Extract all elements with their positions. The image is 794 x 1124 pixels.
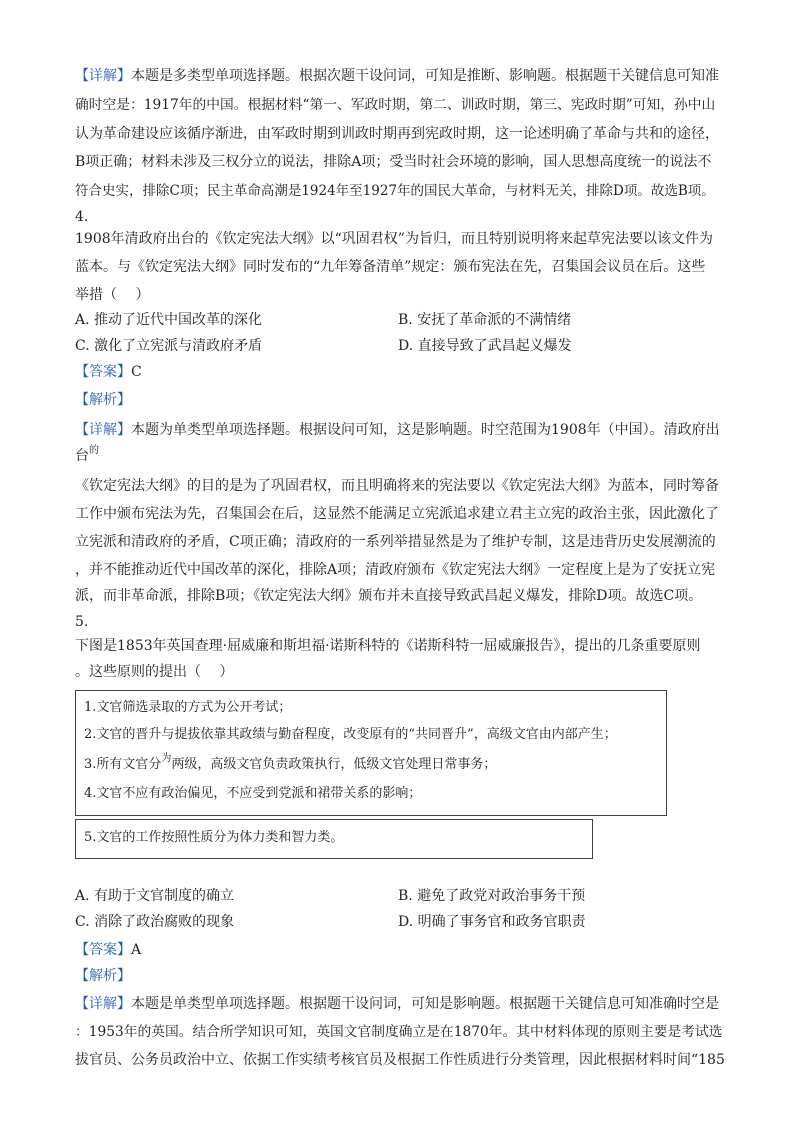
q5-answer: 【答案】A	[75, 942, 142, 958]
q4-explain-label: 【解析】	[75, 392, 131, 408]
q5-option-b: B. 避免了政党对政治事务干预	[398, 888, 586, 904]
q3-detail-line-2: 确时空是：1917年的中国。根据材料“第一、军政时期，第二、训政时期，第三、宪政时期”可知，孙中山	[75, 97, 716, 113]
q5-detail-line-1: 【详解】本题是单类型单项选择题。根据题干设问词，可知是影响题。根据题干关键信息可知准确时空是	[75, 996, 719, 1012]
q4-detail-line-1: 【详解】本题为单类型单项选择题。根据设问可知，这是影响题。时空范围为1908年（中国）。清政府出	[75, 422, 720, 438]
q4-option-a: A. 推动了近代中国改革的深化	[75, 312, 263, 328]
q4-number: 4.	[75, 209, 89, 225]
q4-option-c: C. 激化了立宪派与清政府矛盾	[75, 338, 263, 354]
q4-detail-line-7: 派，而非革命派，排除B项；《钦定宪法大纲》颁布并未直接导致武昌起义爆发，排除D项。故选C项。	[75, 588, 703, 604]
q5-explain-label: 【解析】	[75, 968, 131, 984]
q4-detail-line-5: 立宪派和清政府的矛盾，C项正确；清政府的一系列举措显然是为了维护专制，这是违背历史发展潮流的	[75, 534, 716, 550]
q5-option-d: D. 明确了事务官和政务官职责	[398, 914, 586, 930]
principle-4: 4.文官不应有政治偏见，不应受到党派和裙带关系的影响；	[84, 786, 422, 801]
q3-detail-line-4: B项正确；材料未涉及三权分立的说法，排除A项；受当时社会环境的影响，国人思想高度统一的说法不	[75, 154, 712, 170]
q3-detail-line-3: 认为革命建设应该循序渐进，由军政时期到训政时期再到宪政时期，这一论述明确了革命与共和的途径，	[75, 126, 719, 142]
principle-5: 5.文官的工作按照性质分为体力类和智力类。	[84, 830, 344, 845]
principles-box	[75, 690, 667, 816]
q4-option-d: D. 直接导致了武昌起义爆发	[398, 338, 572, 354]
q4-stem-line-1: 1908年清政府出台的《钦定宪法大纲》以“巩固君权”为旨归，而且特别说明将来起草宪法要以该文件为	[75, 231, 713, 247]
q4-detail-line-6: ，并不能推动近代中国改革的深化，排除A项；清政府颁布《钦定宪法大纲》一定程度上是为了安抚立宪	[75, 562, 716, 578]
q4-detail-line-3: 《钦定宪法大纲》的目的是为了巩固君权，而且明确将来的宪法要以《钦定宪法大纲》为蓝本，同时筹备	[75, 478, 719, 494]
q4-option-b: B. 安抚了革命派的不满情绪	[398, 312, 572, 328]
q5-option-a: A. 有助于文官制度的确立	[75, 888, 235, 904]
q4-stem-line-3: 举措（ ）	[75, 287, 150, 303]
q3-detail-line-1: 【详解】本题是多类型单项选择题。根据次题干设问词，可知是推断、影响题。根据题干关键信息可知准	[75, 68, 719, 84]
q5-detail-line-2: ：1953年的英国。结合所学知识可知，英国文官制度确立是在1870年。其中材料体现的原则主要是考试选	[75, 1024, 723, 1040]
q3-detail-line-5: 符合史实，排除C项；民主革命高潮是1924年至1927年的国民大革命，与材料无关，排除D项。故选B项。	[75, 183, 715, 199]
q5-stem-line-1: 下图是1853年英国查理·屈威廉和斯坦福·诺斯科特的《诺斯科特一屈威廉报告》，提出的几条重要原则	[75, 638, 701, 654]
q4-detail-line-4: 工作中颁布宪法为先，召集国会在后，这显然不能满足立宪派追求建立君主立宪的政治主张，因此激化了	[75, 506, 719, 522]
principle-5-box	[75, 819, 593, 859]
q4-detail-line-2: 台$^的$	[75, 445, 99, 464]
q4-stem-line-2: 蓝本。与《钦定宪法大纲》同时发布的“九年筹备清单”规定：颁布宪法在先，召集国会议员在后。这些	[75, 259, 706, 275]
q5-detail-line-3: 拔官员、公务员政治中立、依据工作实绩考核官员及根据工作性质进行分类管理，因此根据材料时间“185	[75, 1052, 725, 1068]
q5-option-c: C. 消除了政治腐败的现象	[75, 914, 235, 930]
principle-3: 3.所有文官分$^为$两级，高级文官负责政策执行，低级文官处理日常事务；	[84, 753, 497, 772]
q5-number: 5.	[75, 614, 89, 630]
principle-2: 2.文官的晋升与提拔依靠其政绩与勤奋程度，改变原有的“共同晋升”，高级文官由内部产生；	[84, 727, 617, 742]
q5-stem-line-2: 。这些原则的提出（ ）	[75, 664, 234, 680]
principle-1: 1.文官筛选录取的方式为公开考试；	[84, 700, 292, 715]
q4-answer: 【答案】C	[75, 364, 142, 380]
